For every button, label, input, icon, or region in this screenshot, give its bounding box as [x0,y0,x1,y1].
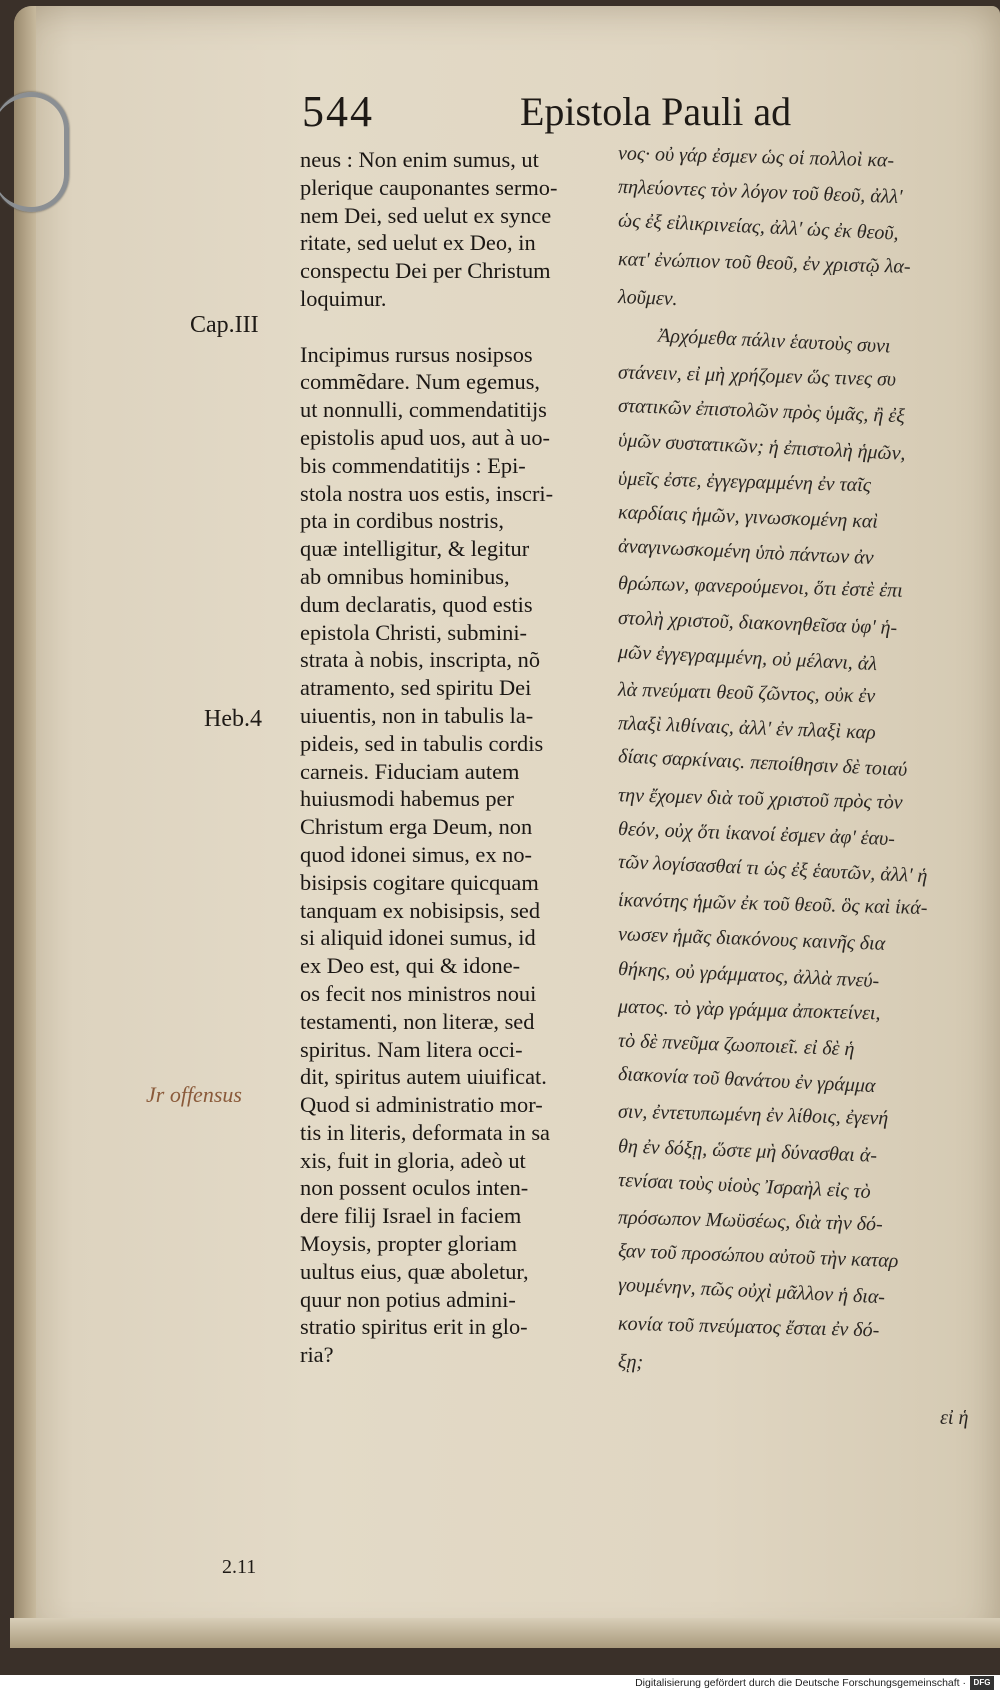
greek-line: πλαξὶ λιθίναις, ἀλλ' ἐν πλαξὶ καρ [617,712,877,744]
latin-line: ab omnibus hominibus, [300,563,510,589]
latin-line: nem Dei, sed uelut ex synce [300,202,552,228]
greek-line: γουμένην, πῶς οὐχὶ μᾶλλον ἡ δια- [617,1274,886,1309]
latin-line: tanquam ex nobisipsis, sed [300,897,541,923]
greek-line: νωσεν ἡμᾶς διακόνους καινῆς δια [617,923,886,956]
latin-line: epistolis apud uos, aut à uo- [300,424,550,450]
latin-line: uiuentis, non in tabulis la- [300,702,534,728]
greek-line: δίαις σαρκίναις. πεποίθησιν δὲ τοιαύ [617,745,908,782]
greek-line: λοῦμεν. [617,285,679,310]
greek-line: ὑμεῖς ἐστε, ἐγγεγραμμένη ἐν ταῖς [617,467,872,497]
greek-line: θρώπων, φανερούμενοι, ὅτι ἐστὲ ἐπι [617,572,904,603]
greek-line: τὸ δὲ πνεῦμα ζωοποιεῖ. εἰ δὲ ἡ [617,1029,855,1061]
greek-line: θήκης, οὐ γράμματος, ἀλλὰ πνεύ- [617,957,880,992]
greek-line: τῶν λογίσασθαί τι ὡς ἐξ ἑαυτῶν, ἀλλ' ἡ [617,850,928,888]
latin-line: carneis. Fiduciam autem [300,758,520,784]
greek-line: ἀναγινωσκομένη ὑπὸ πάντων ἀν [617,535,875,570]
latin-line: ria? [300,1342,334,1368]
latin-line: tis in literis, deformata in sa [300,1119,550,1145]
greek-line: νος· οὐ γάρ ἐσμεν ὡς οἱ πολλοὶ κα- [617,142,895,172]
latin-line: bis commendatitijs : Epi- [300,452,526,478]
catchword: εἰ ἡ [940,1407,969,1429]
greek-line: θη ἐν δόξῃ, ὥστε μὴ δύνασθαι ἀ- [617,1134,878,1167]
greek-line: μῶν ἐγγεγραμμένη, οὐ μέλανι, ἀλ [617,640,878,675]
latin-line: uultus eius, quæ aboletur, [300,1258,529,1284]
greek-line: ὑμῶν συστατικῶν; ἡ ἐπιστολὴ ἡμῶν, [617,428,907,465]
greek-line: θεόν, οὐχ ὅτι ἱκανοί ἐσμεν ἀφ' ἑαυ- [617,817,896,850]
latin-line: quæ intelligitur, & legitur [300,536,530,562]
page-number: 544 [302,87,374,136]
greek-line: διακονία τοῦ θανάτου ἐν γράμμα [617,1063,876,1098]
greek-line: ἱκανότης ἡμῶν ἐκ τοῦ θεοῦ. ὃς καὶ ἱκά- [617,889,928,920]
page-gutter-edge [14,6,36,1646]
greek-line: τενίσαι τοὺς υἱοὺς Ἰσραὴλ εἰς τὸ [617,1168,872,1203]
latin-line: neus : Non enim sumus, ut [300,147,539,172]
latin-line: huiusmodi habemus per [300,786,514,812]
latin-line: Incipimus rursus nosipsos [300,341,533,367]
greek-line: σιν, ἐντετυπωμένη ἐν λίθοις, ἐγενή [617,1100,889,1130]
latin-text-column [300,146,598,1369]
latin-line: stola nostra uos estis, inscri- [300,480,554,506]
greek-line: πρόσωπον Μωϋσέως, διὰ τὴν δό- [617,1206,883,1236]
latin-line: atramento, sed spiritu Dei [300,675,532,701]
latin-line: non possent oculos inten- [300,1175,529,1201]
latin-line: plerique cauponantes sermo- [300,174,558,200]
greek-line: κονία τοῦ πνεύματος ἔσται ἐν δό- [617,1312,880,1342]
latin-line: epistola Christi, submini- [300,619,528,645]
greek-line: την ἔχομεν διὰ τοῦ χριστοῦ πρὸς τὸν [617,783,903,814]
paper-clip-icon [0,92,69,212]
latin-line: quur non potius admini- [300,1286,516,1312]
handwritten-annotation: Jr offensus [146,1082,242,1107]
latin-line: conspectu Dei per Christum [300,258,551,284]
greek-line: πηλεύοντες τὸν λόγον τοῦ θεοῦ, ἀλλ' [617,175,903,209]
greek-line: ξῃ; [617,1350,644,1374]
latin-line: testamenti, non literæ, sed [300,1008,535,1034]
latin-line: ut nonnulli, commendatitijs [300,397,547,423]
latin-line: bisipsis cogitare quicquam [300,869,539,895]
greek-line: ξαν τοῦ προσώπου αὐτοῦ τὴν καταρ [617,1240,899,1273]
latin-line: ex Deo est, qui & idone- [300,953,521,979]
latin-line: quod idonei simus, ex no- [300,841,532,867]
margin-note-reference: Heb.4 [204,706,262,732]
greek-line: κατ' ἐνώπιον τοῦ θεοῦ, ἐν χριστῷ λα- [617,247,911,278]
latin-line [300,313,598,341]
latin-line: Moysis, propter gloriam [300,1231,518,1257]
margin-note-chapter: Cap.III [190,312,259,338]
latin-line: dit, spiritus autem uiuificat. [300,1064,547,1090]
latin-line: pideis, sed in tabulis cordis [300,730,544,756]
latin-line: spiritus. Nam litera occi- [300,1036,523,1062]
greek-line: στολὴ χριστοῦ, διακονηθεῖσα ὑφ' ἡ- [617,606,898,639]
latin-line: Quod si administratio mor- [300,1092,543,1118]
latin-line: xis, fuit in gloria, adeò ut [300,1147,526,1173]
dfg-logo-icon: DFG [970,1676,994,1690]
latin-line: pta in cordibus nostris, [300,508,504,534]
latin-line: stratio spiritus erit in glo- [300,1314,528,1340]
latin-line: dere filij Israel in faciem [300,1203,522,1229]
greek-line: ὡς ἐξ εἰλικρινείας, ἀλλ' ὡς ἐκ θεοῦ, [617,209,900,245]
latin-line: loquimur. [300,285,387,311]
greek-line: στάνειν, εἰ μὴ χρήζομεν ὥς τινες συ [617,361,897,391]
greek-line: ματος. τὸ γὰρ γράμμα ἀποκτείνει, [617,995,881,1025]
footer-credit: Digitalisierung gefördert durch die Deutsche Forschungsgemeinschaft · [635,1677,966,1689]
latin-line: os fecit nos ministros noui [300,980,537,1006]
latin-line: dum declaratis, quod estis [300,591,533,617]
greek-line: λὰ πνεύματι θεοῦ ζῶντος, οὐκ ἐν [617,678,876,708]
greek-line: καρδίαις ἡμῶν, γινωσκομένη καὶ [617,501,879,533]
latin-line: Christum erga Deum, non [300,814,533,840]
running-title: Epistola Pauli ad [520,89,792,134]
greek-line: στατικῶν ἐπιστολῶν πρὸς ὑμᾶς, ἢ ἐξ [617,395,906,428]
latin-line: ritate, sed uelut ex Deo, in [300,230,536,256]
latin-line: strata à nobis, inscripta, nõ [300,647,541,673]
page-bottom-edge [10,1618,1000,1648]
latin-line: si aliquid idonei sumus, id [300,925,536,951]
signature-mark: 2.11 [222,1556,257,1578]
greek-line: Ἀρχόμεθα πάλιν ἑαυτοὺς συνι [657,324,891,358]
latin-line: commẽdare. Num egemus, [300,369,540,395]
